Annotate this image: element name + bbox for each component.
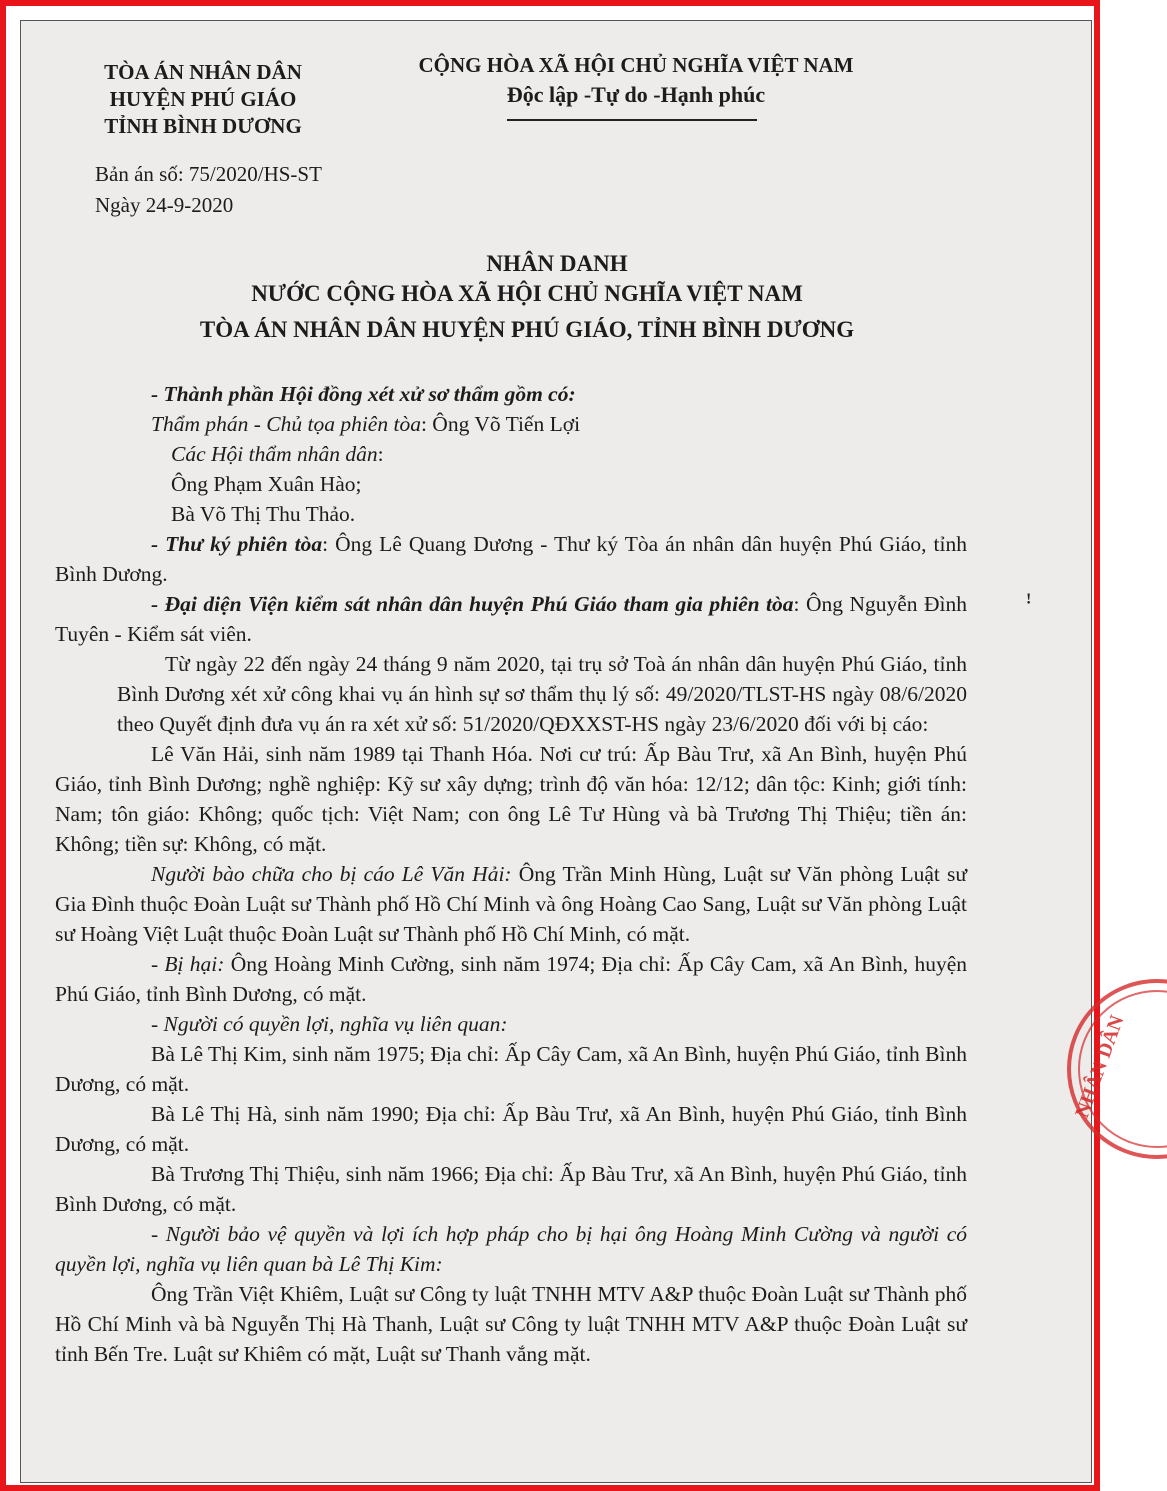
motto-underline	[507, 119, 757, 121]
trial-paragraph: Từ ngày 22 đến ngày 24 tháng 9 năm 2020, tại trụ sở Toà án nhân dân huyện Phú Giáo, tỉnh Bình Dương xét xử công khai vụ án hình sự sơ thẩm thụ lý số: 49/2020/TLST-HS ngày 08/6/2020 theo Quyết định đưa vụ án ra xét xử số: 51/2020/QĐXXST-HS ngày 23/6/2020 đối với bị cáo:	[117, 652, 967, 736]
margin-mark: ꜝ	[1025, 593, 1033, 618]
procurator-paragraph: - Đại diện Viện kiểm sát nhân dân huyện Phú Giáo tham gia phiên tòa: Ông Nguyễn Đình Tuyên - Kiểm sát viên.	[55, 592, 967, 646]
defense-paragraph: Người bào chữa cho bị cáo Lê Văn Hải: Ông Trần Minh Hùng, Luật sư Văn phòng Luật sư Gia Đình thuộc Đoàn Luật sư Thành phố Hồ Chí Minh và ông Hoàng Cao Sang, Luật sư Văn phòng Luật sư Hoàng Việt Luật thuộc Đoàn Luật sư Thành phố Hồ Chí Minh, có mặt.	[55, 862, 968, 946]
case-number: Bản án số: 75/2020/HS-ST	[95, 162, 322, 186]
court-seal-stamp	[1057, 969, 1167, 1169]
national-motto: Độc lập -Tự do -Hạnh phúc	[506, 82, 766, 107]
document-body	[55, 379, 967, 1369]
court-header	[83, 59, 323, 140]
related-heading: - Người có quyền lợi, nghĩa vụ liên quan:	[151, 1012, 508, 1036]
svg-text:NHÂN DÂN: NHÂN DÂN	[1071, 1012, 1129, 1121]
victim-paragraph: - Bị hại: Ông Hoàng Minh Cường, sinh năm 1974; Địa chỉ: Ấp Cây Cam, xã An Bình, huyện Phú Giáo, tỉnh Bình Dương, có mặt.	[55, 952, 967, 1006]
case-info	[95, 159, 322, 221]
court-name-line2: HUYỆN PHÚ GIÁO	[109, 87, 297, 111]
court-name-line1: TÒA ÁN NHÂN DÂN	[104, 60, 302, 84]
related-person-2: Bà Lê Thị Hà, sinh năm 1990; Địa chỉ: Ấp Bàu Trư, xã An Bình, huyện Phú Giáo, tỉnh Bình Dương, có mặt.	[55, 1102, 967, 1156]
panel-heading: - Thành phần Hội đồng xét xử sơ thẩm gồm có:	[151, 382, 576, 406]
country-name: CỘNG HÒA XÃ HỘI CHỦ NGHĨA VIỆT NAM	[418, 53, 854, 77]
defendant-paragraph: Lê Văn Hải, sinh năm 1989 tại Thanh Hóa. Nơi cư trú: Ấp Bàu Trư, xã An Bình, huyện Phú Giáo, tỉnh Bình Dương; nghề nghiệp: Kỹ sư xây dựng; trình độ văn hóa: 12/12; dân tộc: Kinh; giới tính: Nam; tôn giáo: Không; quốc tịch: Việt Nam; con ông Lê Tư Hùng và bà Trương Thị Thiệu; tiền án: Không; tiền sự: Không, có mặt.	[55, 742, 967, 856]
national-header	[401, 51, 871, 109]
title-in-the-name: NHÂN DANH	[486, 251, 628, 276]
protector-heading: - Người bảo vệ quyền và lợi ích hợp pháp cho bị hại ông Hoàng Minh Cường và người có quyền lợi, nghĩa vụ liên quan bà Lê Thị Kim:	[55, 1222, 967, 1276]
protector-paragraph: Ông Trần Việt Khiêm, Luật sư Công ty luật TNHH MTV A&P thuộc Đoàn Luật sư Thành phố Hồ Chí Minh và bà Nguyễn Thị Hà Thanh, Luật sư Công ty luật TNHH MTV A&P thuộc Đoàn Luật sư tỉnh Bến Tre. Luật sư Khiêm có mặt, Luật sư Thanh vắng mặt.	[55, 1282, 967, 1366]
case-date: Ngày 24-9-2020	[95, 193, 234, 217]
judge-line: Thẩm phán - Chủ tọa phiên tòa: Ông Võ Tiến Lợi	[151, 412, 581, 436]
juror-1: Ông Phạm Xuân Hào;	[171, 472, 362, 496]
juror-2: Bà Võ Thị Thu Thảo.	[171, 502, 356, 526]
title-republic: NƯỚC CỘNG HÒA XÃ HỘI CHỦ NGHĨA VIỆT NAM	[251, 281, 803, 306]
clerk-paragraph: - Thư ký phiên tòa: Ông Lê Quang Dương - Thư ký Tòa án nhân dân huyện Phú Giáo, tỉnh Bình Dương.	[55, 532, 967, 586]
related-person-1: Bà Lê Thị Kim, sinh năm 1975; Địa chỉ: Ấp Cây Cam, xã An Bình, huyện Phú Giáo, tỉnh Bình Dương, có mặt.	[55, 1042, 967, 1096]
document-page	[20, 20, 1129, 1483]
court-name-line3: TỈNH BÌNH DƯƠNG	[104, 114, 302, 138]
title-court: TÒA ÁN NHÂN DÂN HUYỆN PHÚ GIÁO, TỈNH BÌNH DƯƠNG	[199, 317, 855, 342]
jurors-label-line: Các Hội thẩm nhân dân:	[171, 442, 384, 466]
judgment-document	[21, 21, 1129, 1484]
related-person-3: Bà Trương Thị Thiệu, sinh năm 1966; Địa chỉ: Ấp Bàu Trư, xã An Bình, huyện Phú Giáo, tỉnh Bình Dương, có mặt.	[55, 1162, 967, 1216]
